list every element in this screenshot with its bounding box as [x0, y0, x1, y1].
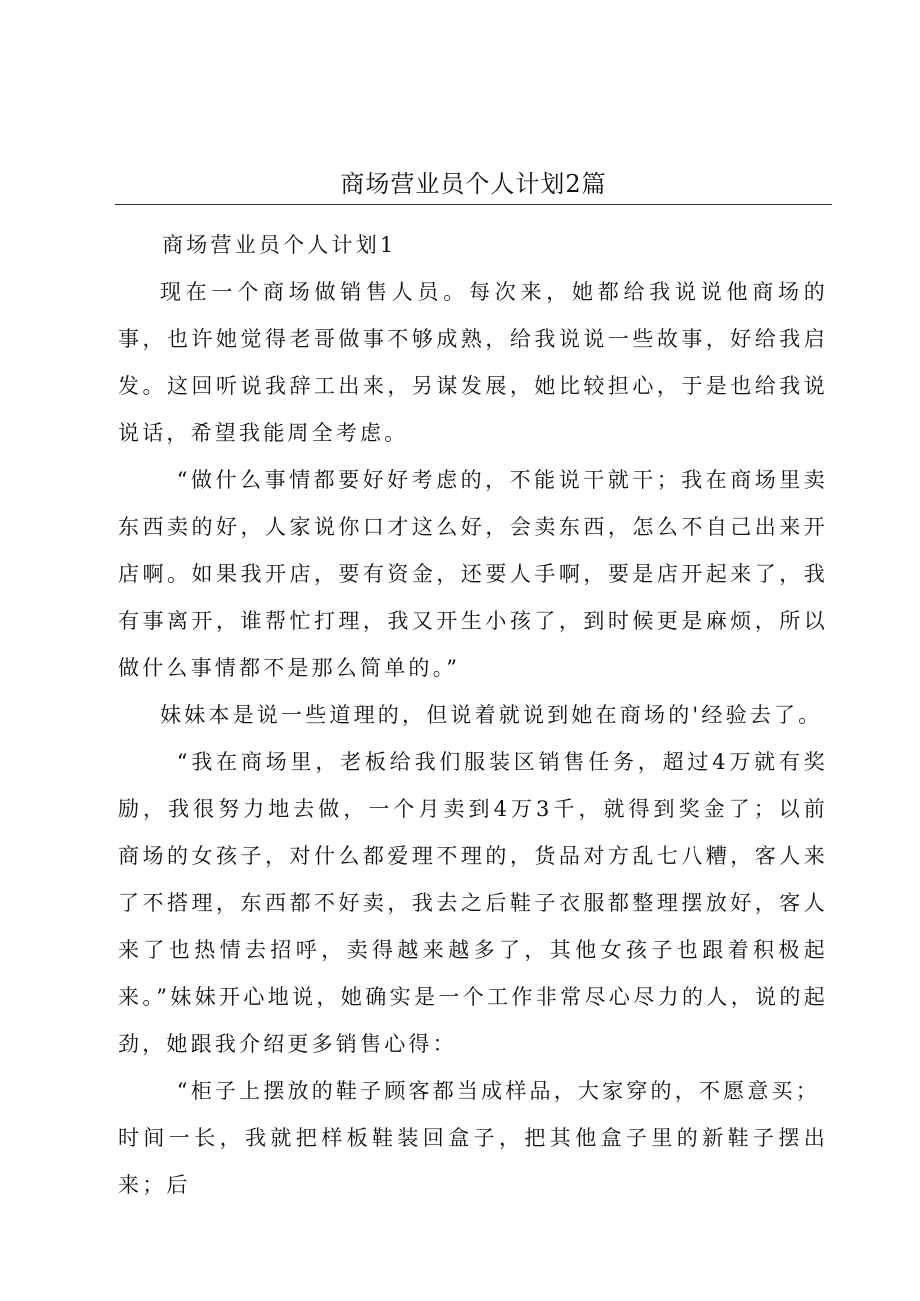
paragraph-6: 时间一长，我就把样板鞋装回盒子，把其他盒子里的新鞋子摆出来；后	[118, 1126, 828, 1197]
paragraph-5: “柜子上摆放的鞋子顾客都当成样品，大家穿的，不愿意买；	[176, 1079, 820, 1103]
section-heading: 商场营业员个人计划1	[162, 233, 397, 257]
document-body	[118, 222, 828, 1209]
paragraph-3: 妹妹本是说一些道理的，但说着就说到她在商场的'经验去了。	[160, 703, 823, 727]
document-title: 商场营业员个人计划2篇	[340, 170, 607, 198]
paragraph-1: 现在一个商场做销售人员。每次来，她都给我说说他商场的事，也许她觉得老哥做事不够成熟，给我说说一些故事，好给我启发。这回听说我辞工出来，另谋发展，她比较担心，于是也给我说说话，希望我能周全考虑。	[118, 280, 828, 445]
paragraph-2: “做什么事情都要好好考虑的，不能说干就干；我在商场里卖东西卖的好，人家说你口才这么好，会卖东西，怎么不自己出来开店啊。如果我开店，要有资金，还要人手啊，要是店开起来了，我有事离开，谁帮忙打理，我又开生小孩了，到时候更是麻烦，所以做什么事情都不是那么简单的。”	[118, 468, 828, 680]
paragraph-4: “我在商场里，老板给我们服装区销售任务，超过4万就有奖励，我很努力地去做，一个月卖到4万3千，就得到奖金了；以前商场的女孩子，对什么都爱理不理的，货品对方乱七八糟，客人来了不搭理，东西都不好卖，我去之后鞋子衣服都整理摆放好，客人来了也热情去招呼，卖得越来越多了，其他女孩子也跟着积极起来。”妹妹开心地说，她确实是一个工作非常尽心尽力的人，说的起劲，她跟我介绍更多销售心得：	[118, 750, 828, 1056]
title-underline	[115, 204, 832, 205]
